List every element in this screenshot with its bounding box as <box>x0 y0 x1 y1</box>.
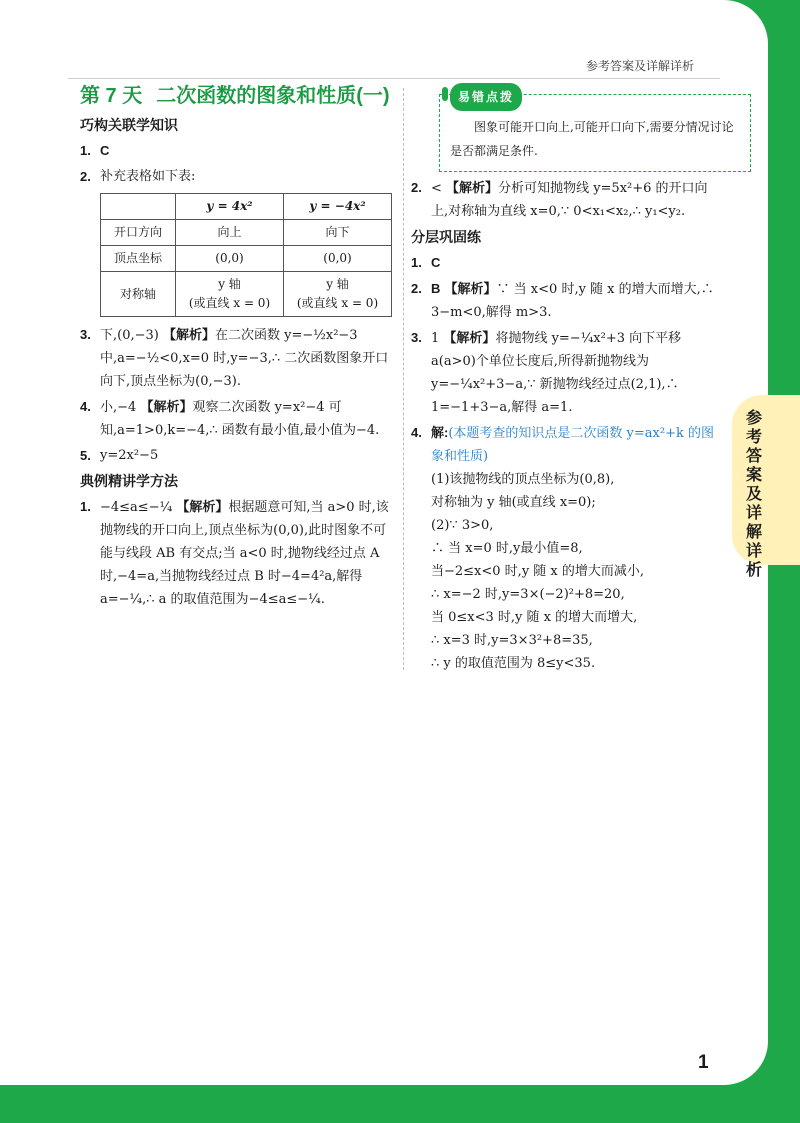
tip-badge: 易错点拨 <box>450 83 522 111</box>
solution-line: (2)∵ 3>0, <box>431 518 494 533</box>
solution-line: 当 0≤x<3 时,y 随 x 的增大而增大, <box>431 610 638 625</box>
answer-item <box>411 326 724 419</box>
section-heading-knowledge: 巧构关联学知识 <box>80 117 178 133</box>
table-cell: y 轴 (或直线 x = 0) <box>284 272 392 317</box>
table-header-cell: y = 4x² <box>176 194 284 220</box>
solution-line: (1)该抛物线的顶点坐标为(0,8), <box>431 472 615 487</box>
section-heading-practice: 分层巩固练 <box>411 229 481 245</box>
item-number: 4. <box>411 425 422 440</box>
answer-item <box>411 421 724 675</box>
answer-text: C <box>100 143 110 158</box>
answer-value: 小,−4 <box>100 400 137 415</box>
analysis-tag: 【解析】 <box>444 281 497 296</box>
item-number: 3. <box>80 327 91 342</box>
table-cell: 向下 <box>284 220 392 246</box>
solution-line: 当−2≤x<0 时,y 随 x 的增大而减小, <box>431 564 645 579</box>
solution-label: 解: <box>431 425 449 440</box>
analysis-tag: 【解析】 <box>176 499 229 514</box>
answer-text: y=2x²−5 <box>100 448 159 463</box>
analysis-text: 根据题意可知,当 a>0 时,该抛物线的开口向上,顶点坐标为(0,0),此时图象不可能与线段 AB 有交点;当 a<0 时,抛物线经过点 A 时,−4=a,当抛物线经过点 B 时−4=4²a,解得 a=−¼,∴ a 的取值范围为−4≤a≤−¼. <box>100 500 389 607</box>
table-row <box>101 246 392 272</box>
knowledge-note: (本题考查的知识点是二次函数 y=ax²+k 的图象和性质) <box>431 426 714 464</box>
table-header-cell: y = −4x² <box>284 194 392 220</box>
analysis-tag: 【解析】 <box>446 180 499 195</box>
analysis-text: 在二次函数 y=−½x²−3 中,a=−½<0,x=0 时,y=−3,∴ 二次函数图象开口向下,顶点坐标为(0,−3). <box>100 328 389 389</box>
tip-text: 图象可能开口向上,可能开口向下,需要分情况讨论是否都满足条件. <box>450 120 734 158</box>
answer-item <box>80 165 394 317</box>
table-row-label: 开口方向 <box>101 220 176 246</box>
solution-line: ∴ 当 x=0 时,y最小值=8, <box>431 541 583 556</box>
page-title <box>80 81 394 111</box>
answer-text: C <box>431 255 441 270</box>
comparison-table <box>100 193 392 317</box>
table-row <box>101 272 392 317</box>
running-header: 参考答案及详解详析 <box>585 59 694 73</box>
answer-text: 补充表格如下表: <box>100 169 196 184</box>
page-number: 1 <box>698 1052 709 1073</box>
table-row-label: 顶点坐标 <box>101 246 176 272</box>
answer-value: −4≤a≤−¼ <box>100 500 173 515</box>
section-heading-examples: 典例精讲学方法 <box>80 473 178 489</box>
item-number: 3. <box>411 330 422 345</box>
right-column <box>411 80 734 677</box>
answer-item <box>411 277 724 324</box>
answer-item <box>80 444 394 467</box>
analysis-text: 分析可知抛物线 y=5x²+6 的开口向上,对称轴为直线 x=0,∵ 0<x₁<x₂,∴ y₁<y₂. <box>431 181 708 219</box>
answer-item <box>80 139 394 163</box>
answer-value: B <box>431 281 441 296</box>
answer-item <box>411 176 724 223</box>
item-number: 5. <box>80 448 91 463</box>
error-tip-box <box>439 90 751 172</box>
side-tab[interactable] <box>732 395 800 579</box>
side-tab-label: 参考答案及详解详析 <box>746 410 763 579</box>
title-day: 第 7 天 <box>80 85 143 107</box>
solution-line: ∴ x=3 时,y=3×3²+8=35, <box>431 633 593 648</box>
analysis-text: ∵ 当 x<0 时,y 随 x 的增大而增大,∴ 3−m<0,解得 m>3. <box>431 282 714 320</box>
left-column <box>80 80 394 613</box>
item-number: 2. <box>411 180 422 195</box>
solution-line: ∴ y 的取值范围为 8≤y<35. <box>431 656 596 671</box>
answer-item <box>411 251 724 275</box>
answer-item <box>80 495 394 611</box>
item-number: 1. <box>411 255 422 270</box>
title-topic: 二次函数的图象和性质(一) <box>156 85 390 107</box>
table-row <box>101 220 392 246</box>
solution-line: 对称轴为 y 轴(或直线 x=0); <box>431 495 596 510</box>
item-number: 2. <box>80 169 91 184</box>
answer-item <box>80 323 394 393</box>
table-cell: (0,0) <box>284 246 392 272</box>
table-row-label: 对称轴 <box>101 272 176 317</box>
item-number: 1. <box>80 499 91 514</box>
header-rule <box>68 78 720 79</box>
item-number: 1. <box>80 143 91 158</box>
table-header-row <box>101 194 392 220</box>
table-cell: 向上 <box>176 220 284 246</box>
item-number: 4. <box>80 399 91 414</box>
table-cell: y 轴 (或直线 x = 0) <box>176 272 284 317</box>
analysis-tag: 【解析】 <box>162 327 215 342</box>
analysis-tag: 【解析】 <box>443 330 496 345</box>
answer-value: 1 <box>431 331 440 346</box>
answer-value: < <box>431 181 442 196</box>
analysis-text: 观察二次函数 y=x²−4 可知,a=1>0,k=−4,∴ 函数有最小值,最小值为−4. <box>100 400 380 438</box>
table-corner-cell <box>101 194 176 220</box>
analysis-tag: 【解析】 <box>140 399 193 414</box>
solution-line: ∴ x=−2 时,y=3×(−2)²+8=20, <box>431 587 625 602</box>
answer-item <box>80 395 394 442</box>
item-number: 2. <box>411 281 422 296</box>
table-cell: (0,0) <box>176 246 284 272</box>
answer-value: 下,(0,−3) <box>100 328 159 343</box>
column-divider <box>403 88 404 670</box>
analysis-text: 将抛物线 y=−¼x²+3 向下平移 a(a>0)个单位长度后,所得新抛物线为 y=−¼x²+3−a,∵ 新抛物线经过点(2,1),∴ 1=−1+3−a,解得 a=1. <box>431 331 682 415</box>
